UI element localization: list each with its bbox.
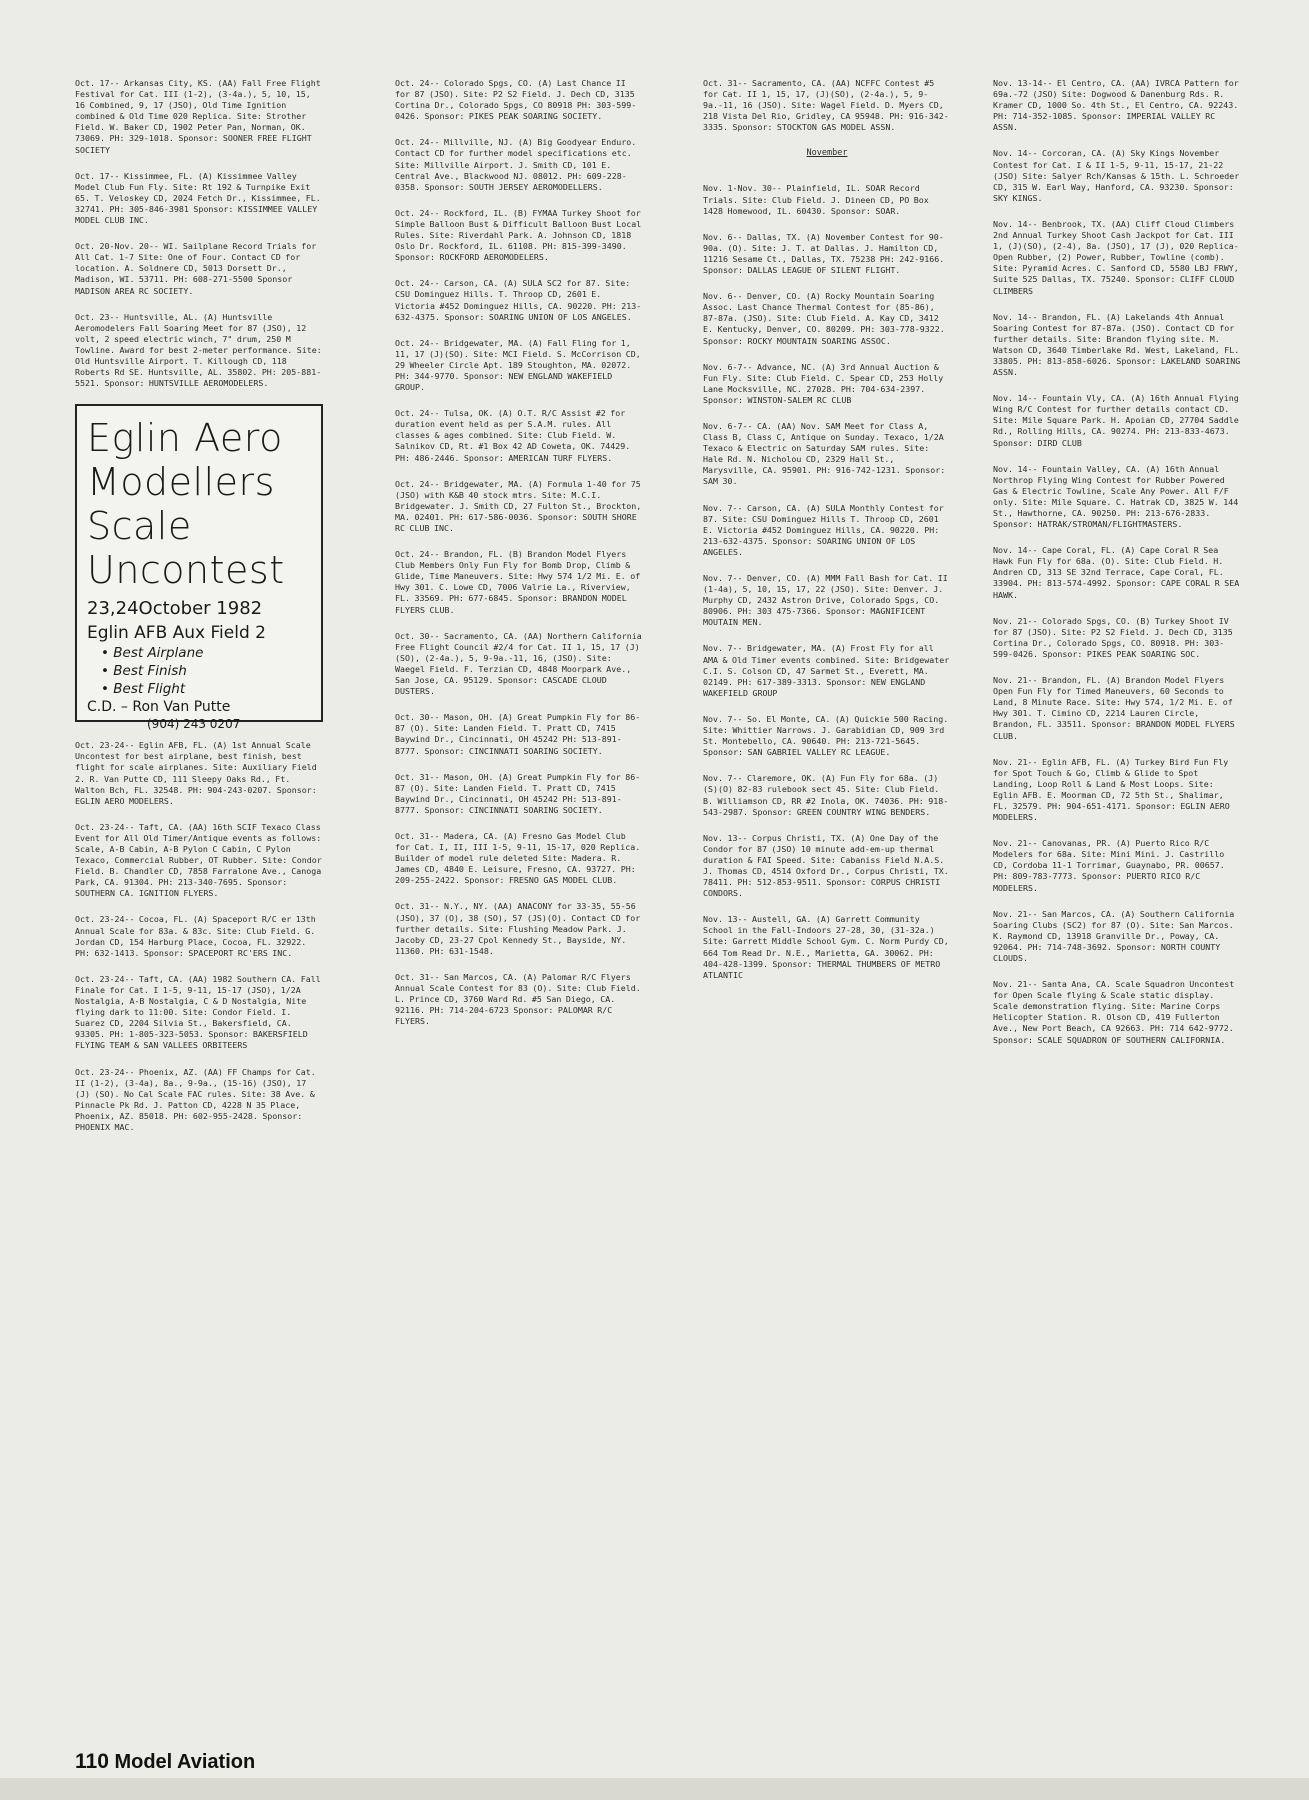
- ad-award: • Best Airplane: [101, 645, 204, 662]
- contest-listing: Nov. 21-- Eglin AFB, FL. (A) Turkey Bird Fun Fly for Spot Touch & Go, Climb & Glide to Spot Landing, Loop Roll & Land & Most Loops. Site: Eglin AFB. E. Moorman CD, 72 5th St., Shalimar, FL. 32579. PH: 904-651-4171. Sponsor: EGLIN AERO MODELERS.: [993, 756, 1230, 823]
- contest-listing: Nov. 21-- Canovanas, PR. (A) Puerto Rico R/C Modelers for 68a. Site: Mini Mini. J. Castrillo CD, Cordoba 11-1 Torrimar, Guaynabo, PR. 00657. PH: 809-783-7773. Sponsor: PUERTO RICO R/C MODELERS.: [993, 838, 1225, 893]
- contest-listing: Oct. 24-- Rockford, IL. (B) FYMAA Turkey Shoot for Simple Balloon Bust & Difficult Balloon Bust Local Rules. Site: Riverdahl Park. A. Johnson CD, 1818 Oslo Dr. Rockford, IL. 61108. PH: 815-399-3490. Sponsor: ROCKFORD AEROMODELERS.: [395, 207, 642, 263]
- ad-line-4: Uncontest: [87, 548, 285, 593]
- contest-listing: Nov. 6-7-- CA. (AA) Nov. SAM Meet for Class A, Class B, Class C, Antique on Sunday. Texaco, 1/2A Texaco & Electric on Saturday SAM rules. Site: Hale Rd. N. Nicholou CD, 2329 Hall St., Marysville, CA. 95901. PH: 916-742-1231. Sponsor: SAM 30.: [703, 420, 946, 487]
- contest-listing: Oct. 31-- San Marcos, CA. (A) Palomar R/C Flyers Annual Scale Contest for 83 (O). Site: Club Field. L. Prince CD, 3760 Ward Rd. #5 San Diego, CA. 92116. PH: 714-204-6723 Sponsor: PALOMAR R/C FLYERS.: [395, 971, 641, 1027]
- contest-listing: Oct. 31-- Sacramento, CA. (AA) NCFFC Contest #5 for Cat. II 1, 15, 17, (J)(SO), (2-4a.), 5, 9-9a.-11, 16 (JSO). Site: Wagel Field. D. Myers CD, 218 Vista Del Rio, Gridley, CA 95948. PH: 916-342-3335. Sponsor: STOCKTON GAS MODEL ASSN.: [703, 78, 949, 133]
- contest-listing: Nov. 7-- Bridgewater, MA. (A) Frost Fly for all AMA & Old Timer events combined. Site: Bridgewater C.I. S. Colson CD, 47 Sarmet St., Everett, MA. 02149. PH: 617-389-3313. Sponsor: NEW ENGLAND WAKEFIELD GROUP: [703, 643, 950, 698]
- contest-listing: Oct. 24-- Carson, CA. (A) SULA SC2 for 87. Site: CSU Dominguez Hills. T. Throop CD, 2601 E. Victoria #452 Dominguez Hills, CA. 90220. PH: 213-632-4375. Sponsor: SOARING UNION OF LOS ANGELES.: [395, 278, 642, 322]
- ad-date: 23,24October 1982: [87, 598, 263, 620]
- page-footer: [75, 1750, 255, 1774]
- contest-listing: Oct. 23-24-- Eglin AFB, FL. (A) 1st Annual Scale Uncontest for best airplane, best finish, best flight for scale airplanes. Site: Auxiliary Field 2. R. Van Putte CD, 111 Sleepy Oaks Rd., Ft. Walton Bch, FL. 32548. PH: 904-243-0207. Sponsor: EGLIN AERO MODELERS.: [75, 740, 317, 806]
- contest-listing: Nov. 14-- Cape Coral, FL. (A) Cape Coral R Sea Hawk Fun Fly for 68a. (O). Site: Club Field. H. Andren CD, 313 SE 32nd Terrace, Cape Coral, FL. 33904. PH: 813-574-4992. Sponsor: CAPE CORAL R SEA HAWK.: [993, 545, 1240, 600]
- contest-listing: Oct. 17-- Kissimmee, FL. (A) Kissimmee Valley Model Club Fun Fly. Site: Rt 192 & Turnpike Exit 65. T. Veloskey CD, 2024 Fetch Dr., Kissimmee, FL. 32741. PH: 305-846-3981 Sponsor: KISSIMMEE VALLEY MODEL CLUB INC.: [75, 170, 321, 226]
- contest-listing: Oct. 24-- Tulsa, OK. (A) O.T. R/C Assist #2 for duration event held as per S.A.M. rules. All classes & ages combined. Site: Club Field. W. Salnikov CD, Rt. #1 Box 42 AD Coweta, OK. 74429. PH: 486-2446. Sponsor: AMERICAN TURF FLYERS.: [395, 408, 631, 463]
- contest-listing: Oct. 24-- Millville, NJ. (A) Big Goodyear Enduro. Contact CD for further model specifications etc. Site: Millville Airport. J. Smith CD, 101 E. Central Ave., Blackwood NJ. 08012. PH: 609-228-0358. Sponsor: SOUTH JERSEY AEROMODELLERS.: [395, 137, 637, 192]
- contest-listing: Nov. 21-- Santa Ana, CA. Scale Squadron Uncontest for Open Scale flying & Scale static display. Scale demonstration flying. Site: Marine Corps Helicopter Station. R. Olson CD, 419 Fullerton Ave., New Port Beach, CA 92663. PH: 714 642-9772. Sponsor: SCALE SQUADRON OF SOUTHERN CALIFORNIA.: [993, 979, 1235, 1045]
- contest-listing: Nov. 14-- Brandon, FL. (A) Lakelands 4th Annual Soaring Contest for 87-87a. (JSO). Contact CD for further details. Site: Brandon flying site. M. Watson CD, 3640 Timberlake Rd. West, Lakeland, FL. 33805. PH: 813-858-6026. Sponsor: LAKELAND SOARING ASSN.: [993, 311, 1241, 378]
- contest-listing: Oct. 30-- Sacramento, CA. (AA) Northern California Free Flight Council #2/4 for Cat. II 1, 15, 17 (J)(SO), (2-4a.), 5, 9-9a.-11, 16, (JSO). Site: Waegel Field. F. Terzian CD, 4848 Moorpark Ave., San Jose, CA. 95129. Sponsor: CASCADE CLOUD DUSTERS.: [395, 630, 642, 697]
- contest-listing: Oct. 30-- Mason, OH. (A) Great Pumpkin Fly for 86-87 (O). Site: Landen Field. T. Pratt CD, 7415 Baywind Dr., Cincinnati, OH 45242 PH: 513-891-8777. Sponsor: CINCINNATI SOARING SOCIETY.: [395, 712, 641, 756]
- contest-listing: Oct. 31-- N.Y., NY. (AA) ANACONY for 33-35, 55-56 (JSO), 37 (O), 38 (SO), 57 (JS)(O). Contact CD for further details. Site: Flushing Meadow Park. J. Jacoby CD, 23-27 Cpol Kennedy St., Bayside, NY. 11360. PH: 631-1548.: [395, 901, 641, 956]
- column-1: [75, 78, 323, 1148]
- magazine-title: Model Aviation: [114, 1751, 256, 1773]
- column-3: [703, 78, 951, 996]
- ad-place: Eglin AFB Aux Field 2: [87, 623, 266, 644]
- contest-listing: Oct. 31-- Madera, CA. (A) Fresno Gas Model Club for Cat. I, II, III 1-5, 9-11, 15-17, 020 Replica. Builder of model rule deleted Site: Madera. R. James CD, 4840 E. Leisure, Fresno, CA. 93727. PH: 209-255-2422. Sponsor: FRESNO GAS MODEL CLUB.: [395, 830, 641, 886]
- contest-listing: Oct. 31-- Mason, OH. (A) Great Pumpkin Fly for 86-87 (O). Site: Landen Field. T. Pratt CD, 7415 Baywind Dr., Cincinnati, OH 45242 PH: 513-891-8777. Sponsor: CINCINNATI SOARING SOCIETY.: [395, 771, 641, 815]
- contest-listing: Nov. 21-- San Marcos, CA. (A) Southern California Soaring Clubs (SC2) for 87 (O). Site: San Marcos. K. Raymond CD, 13918 Granville Dr., Poway, CA. 92064. PH: 714-748-3692. Sponsor: NORTH COUNTY CLOUDS.: [993, 908, 1235, 963]
- column-2: [395, 78, 643, 1042]
- contest-listing: Nov. 6-- Denver, CO. (A) Rocky Mountain Soaring Assoc. Last Chance Thermal Contest for (85-86), 87-87a. (JSO). Site: Club Field. A. Kay CD, 3412 E. Kentucky, Denver, CO. 80209. PH: 303-778-9322. Sponsor: ROCKY MOUNTAIN SOARING ASSOC.: [703, 291, 945, 346]
- contest-listing: Oct. 24-- Bridgewater, MA. (A) Fall Fling for 1, 11, 17 (J)(SO). Site: MCI Field. S. McCorrison CD, 29 Wheeler Circle Apt. 189 Stoughton, MA. 02072. PH: 344-9770. Sponsor: NEW ENGLAND WAKEFIELD GROUP.: [395, 337, 641, 393]
- ad-line-2: Modellers: [87, 460, 275, 505]
- contest-listing: Nov. 13-- Austell, GA. (A) Garrett Community School in the Fall-Indoors 27-28, 30, (31-32a.) Site: Garrett Middle School Gym. C. Norm Purdy CD, 664 Tom Read Dr. N.E., Marietta, GA. 30062. PH: 404-428-1399. Sponsor: THERMAL THUMBERS OF METRO ATLANTIC: [703, 914, 949, 980]
- contest-listing: Nov. 14-- Corcoran, CA. (A) Sky Kings November Contest for Cat. I & II 1-5, 9-11, 15-17, 21-22 (JSO) Site: Salyer Rch/Kansas & 15th. L. Schroeder CD, 315 W. Earl Way, Hanford, CA. 93230. Sponsor: SKY KINGS.: [993, 148, 1240, 203]
- contest-listing: Nov. 7-- Carson, CA. (A) SULA Monthly Contest for 87. Site: CSU Dominguez Hills T. Throop CD, 2601 E. Victoria #452 Dominguez Hills, CA. 90220. PH: 213-632-4375. Sponsor: SOARING UNION OF LOS ANGELES.: [703, 502, 944, 557]
- eglin-uncontest-ad: [75, 404, 323, 732]
- contest-listing: Nov. 6-- Dallas, TX. (A) November Contest for 90-90a. (O). Site: J. T. at Dallas. J. Hamilton CD, 11216 Sesame Ct., Dallas, TX. 75238 PH: 242-9166. Sponsor: DALLAS LEAGUE OF SILENT FLIGHT.: [703, 231, 945, 276]
- contest-listing: Oct. 24-- Brandon, FL. (B) Brandon Model Flyers Club Members Only Fun Fly for Bomb Drop, Climb & Glide, Time Maneuvers. Site: Hwy 574 1/2 Mi. E. of Hwy 301. C. Lowe CD, 7006 Valrie La., Riverview, FL. 33569. PH: 677-6845. Sponsor: BRANDON MODEL FLYERS CLUB.: [395, 549, 641, 615]
- ad-contest-director: C.D. – Ron Van Putte: [87, 699, 231, 716]
- contest-listing: Nov. 13-14-- El Centro, CA. (AA) IVRCA Pattern for 69a.-72 (JSO) Site: Dogwood & Danenburg Rds. R. Kramer CD, 1000 So. 4th St., El Centro, CA. 92243. PH: 714-352-1085. Sponsor: IMPERIAL VALLEY RC ASSN.: [993, 78, 1239, 133]
- contest-listing: Nov. 7-- So. El Monte, CA. (A) Quickie 500 Racing. Site: Whittier Narrows. J. Garabidian CD, 909 3rd St. Montebello, CA. 90640. PH: 213-721-5645. Sponsor: SAN GABRIEL VALLEY RC LEAGUE.: [703, 713, 949, 758]
- contest-listing: Nov. 7-- Denver, CO. (A) MMM Fall Bash for Cat. II (1-4a), 5, 10, 15, 17, 22 (JSO). Site: Denver. J. Murphy CD, 2432 Astron Drive, Colorado Spgs, CO. 80906. PH: 303 475-7366. Sponsor: MAGNIFICENT MOUTAIN MEN.: [703, 573, 948, 628]
- ad-line-1: Eglin Aero: [87, 416, 283, 461]
- contest-listing: Oct. 20-Nov. 20-- WI. Sailplane Record Trials for All Cat. 1-7 Site: One of Four. Contact CD for location. A. Soldnere CD, 5013 Dorsett Dr., Madison, WI. 53711. PH: 608-271-5500 Sponsor MADISON AREA RC SOCIETY.: [75, 241, 317, 296]
- contest-listing: Nov. 14-- Benbrook, TX. (AA) Cliff Cloud Climbers 2nd Annual Turkey Shoot Cash Jackpot for Cat. III 1, (J)(SO), (2-4), 8a. (JSO), 17 (J), 020 Replica-Open Rubber, (2) Power, Rubber, Towline (comb). Site: Pyramid Acres. C. Sanford CD, 5580 LBJ FRWY, Suite 525 Dallas, TX. 75240. Sponsor: CLIFF CLOUD CLIMBERS: [993, 218, 1239, 296]
- ad-award: • Best Finish: [101, 663, 187, 680]
- contest-listing: Nov. 6-7-- Advance, NC. (A) 3rd Annual Auction & Fun Fly. Site: Club Field. C. Spear CD, 253 Holly Lane Mocksville, NC. 27028. PH: 704-634-2397. Sponsor: WINSTON-SALEM RC CLUB: [703, 361, 944, 405]
- month-heading: November: [806, 148, 848, 159]
- contest-listing: Nov. 13-- Corpus Christi, TX. (A) One Day of the Condor for 87 (JSO) 10 minute add-em-up thermal duration & FAI Speed. Site: Cabaniss Field N.A.S. J. Thomas CD, 4514 Oxford Dr., Corpus Christi, TX. 78411. PH: 512-853-9511. Sponsor: CORPUS CHRISTI CONDORS.: [703, 832, 949, 899]
- contest-listing: Oct. 24-- Bridgewater, MA. (A) Formula 1-40 for 75 (JSO) with K&B 40 stock mtrs. Site: M.C.I. Bridgewater. J. Smith CD, 27 Fulton St., Brockton, MA. 02401. PH: 617-586-0036. Sponsor: SOUTH SHORE RC CLUB INC.: [395, 478, 642, 533]
- contest-listing: Nov. 1-Nov. 30-- Plainfield, IL. SOAR Record Trials. Site: Club Field. J. Dineen CD, PO Box 1428 Homewood, IL. 60430. Sponsor: SOAR.: [703, 183, 929, 216]
- contest-listing: Oct. 23-24-- Phoenix, AZ. (AA) FF Champs for Cat. II (1-2), (3-4a), 8a., 9-9a., (15-16) (JSO), 17 (J) (SO). No Cal Scale FAC rules. Site: 38 Ave. & Pinnacle Pk Rd. J. Patton CD, 4228 N 35 Place, Phoenix, AZ. 85018. PH: 602-955-2428. Sponsor: PHOENIX MAC.: [75, 1066, 316, 1132]
- column-4: [993, 78, 1241, 1061]
- page-number: 110: [75, 1750, 109, 1773]
- contest-listing: Oct. 23-- Huntsville, AL. (A) Huntsville Aeromodelers Fall Soaring Meet for 87 (JSO), 12 volt, 2 speed electric winch, 7" drum, 250 M Towline. Award for best 2-meter performance. Site: Old Huntsville Airport. T. Killough CD, 118 Roberts Rd SE. Huntsville, AL. 35802. PH: 205-881-5521. Sponsor: HUNTSVILLE AEROMODELERS.: [75, 311, 322, 389]
- bottom-edge-shadow: [0, 1778, 1309, 1800]
- contest-listing: Oct. 23-24-- Taft, CA. (AA) 16th SCIF Texaco Class Event for All Old Timer/Antique events as follows: Scale, A-B Cabin, A-B Pylon C Cabin, C Pylon Texaco, Commercial Rubber, OT Rubber. Site: Condor Field. B. Chandler CD, 7858 Farralone Ave., Canoga Park, CA. 91304. PH: 213-340-7695. Sponsor: SOUTHERN CA. IGNITION FLYERS.: [75, 821, 322, 899]
- contest-listing: Nov. 14-- Fountain Vly, CA. (A) 16th Annual Flying Wing R/C Contest for further details contact CD. Site: Mile Square Park. H. Apoian CD, 27704 Saddle Rd., Rolling Hills, CA. 90274. PH: 213-833-4673. Sponsor: DIRD CLUB: [993, 393, 1239, 448]
- ad-phone: (904) 243 0207: [147, 717, 241, 732]
- contest-listing: Oct. 23-24-- Cocoa, FL. (A) Spaceport R/C er 13th Annual Scale for 83a. & 83c. Site: Club Field. G. Jordan CD, 154 Harburg Place, Cocoa, FL. 32922. PH: 632-1413. Sponsor: SPACEPORT RC'ERS INC.: [75, 914, 316, 958]
- contest-listing: Nov. 21-- Colorado Spgs, CO. (B) Turkey Shoot IV for 87 (JSO). Site: P2 S2 Field. J. Dech CD, 3135 Cortina Dr., Colorado Spgs, CO. 80918. PH: 303-599-0426. Sponsor: PIKES PEAK SOARING SOC.: [993, 615, 1233, 659]
- contest-listing: Oct. 23-24-- Taft, CA. (AA) 1982 Southern CA. Fall Finale for Cat. I 1-5, 9-11, 15-17 (JSO), 1/2A Nostalgia, A-B Nostalgia, C & D Nostalgia, Nite flying dark to 11:00. Site: Condor Field. I. Suarez CD, 2204 Silvia St., Bakersfield, CA. 93305. PH: 1-805-323-5053. Sponsor: BAKERSFIELD FLYING TEAM & SAN VALLEES ORBITEERS: [75, 973, 321, 1051]
- ad-award: • Best Flight: [101, 681, 186, 698]
- contest-listing: Oct. 17-- Arkansas City, KS. (AA) Fall Free Flight Festival for Cat. III (1-2), (3-4a.), 5, 10, 15, 16 Combined, 9, 17 (JSO), Old Time Ignition combined & Old Time 020 Replica. Site: Strother Field. W. Baker CD, 1902 Peter Pan, Norman, OK. 73069. PH: 329-1018. Sponsor: SOONER FREE FLIGHT SOCIETY: [75, 78, 321, 155]
- contest-listing: Oct. 24-- Colorado Spgs, CO. (A) Last Chance II for 87 (JSO). Site: P2 S2 Field. J. Dech CD, 3135 Cortina Dr., Colorado Spgs, CO 80918 PH: 303-599-0426. Sponsor: PIKES PEAK SOARING SOCIETY.: [395, 78, 637, 122]
- ad-line-3: Scale: [87, 504, 192, 549]
- contest-listing: Nov. 7-- Claremore, OK. (A) Fun Fly for 68a. (J)(S)(O) 82-83 rulebook sect 45. Site: Club Field. B. Williamson CD, RR #2 Inola, OK. 74036. PH: 918-543-2987. Sponsor: GREEN COUNTRY WING BENDERS.: [703, 773, 949, 817]
- contest-listing: Nov. 14-- Fountain Valley, CA. (A) 16th Annual Northrop Flying Wing Contest for Rubber Powered Gas & Electric Towline, Scale Any Power. All F/F only. Site: Mile Square. C. Hatrak CD, 3825 W. 144 St., Hawthorne, CA. 90250. PH: 213-676-2833. Sponsor: HATRAK/STROMAN/FLIGHTMASTERS.: [993, 463, 1239, 530]
- contest-listing: Nov. 21-- Brandon, FL. (A) Brandon Model Flyers Open Fun Fly for Timed Maneuvers, 60 Seconds to Land, 8 Minute Race. Site: Hwy 574, 1/2 Mi. E. of Hwy 301. T. Cimino CD, 2214 Lauren Circle, Brandon, FL. 33511. Sponsor: BRANDON MODEL FLYERS CLUB.: [993, 675, 1235, 741]
